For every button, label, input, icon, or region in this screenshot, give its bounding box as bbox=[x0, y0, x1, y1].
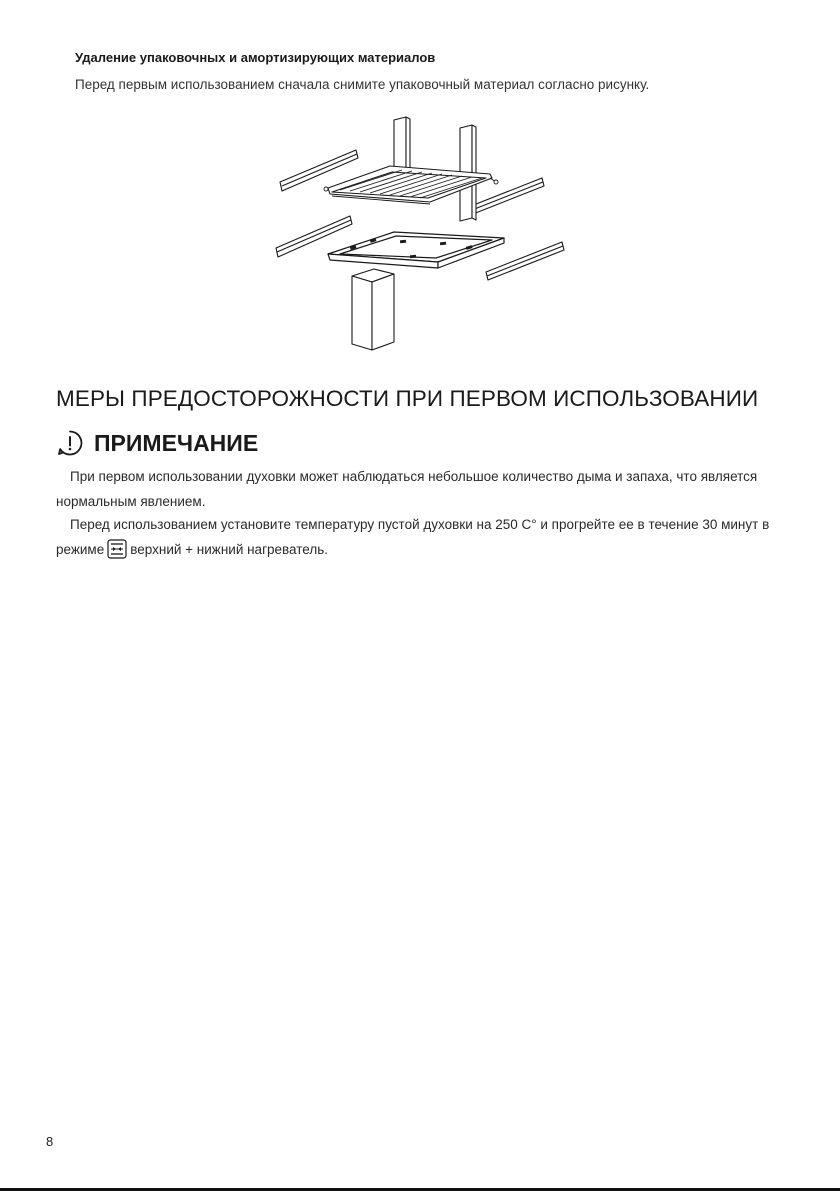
bottom-rule bbox=[0, 1188, 840, 1191]
note-title: ПРИМЕЧАНИЕ bbox=[94, 429, 259, 456]
page-number: 8 bbox=[46, 1134, 54, 1149]
preheat-text-after: верхний + нижний нагреватель. bbox=[130, 542, 328, 557]
note-paragraph-preheat bbox=[56, 512, 784, 562]
packaging-heading: Удаление упаковочных и амортизирующих материалов bbox=[75, 50, 436, 65]
note-header bbox=[56, 428, 258, 458]
packaging-instruction: Перед первым использованием сначала снимите упаковочный материал согласно рисунку. bbox=[75, 77, 650, 92]
packaging-removal-figure bbox=[270, 112, 570, 357]
note-paragraph-smoke: При первом использовании духовки может наблюдаться небольшое количество дыма и запаха, что является нормальным явлением. bbox=[56, 469, 758, 509]
exclamation-circle-icon bbox=[56, 429, 84, 457]
top-bottom-heater-icon bbox=[107, 539, 127, 559]
preheat-text-before: Перед использованием установите температуру пустой духовки на 250 С° и прогрейте ее в течение 30 минут в режиме bbox=[56, 517, 770, 557]
precautions-title: МЕРЫ ПРЕДОСТОРОЖНОСТИ ПРИ ПЕРВОМ ИСПОЛЬЗОВАНИИ bbox=[56, 386, 759, 411]
